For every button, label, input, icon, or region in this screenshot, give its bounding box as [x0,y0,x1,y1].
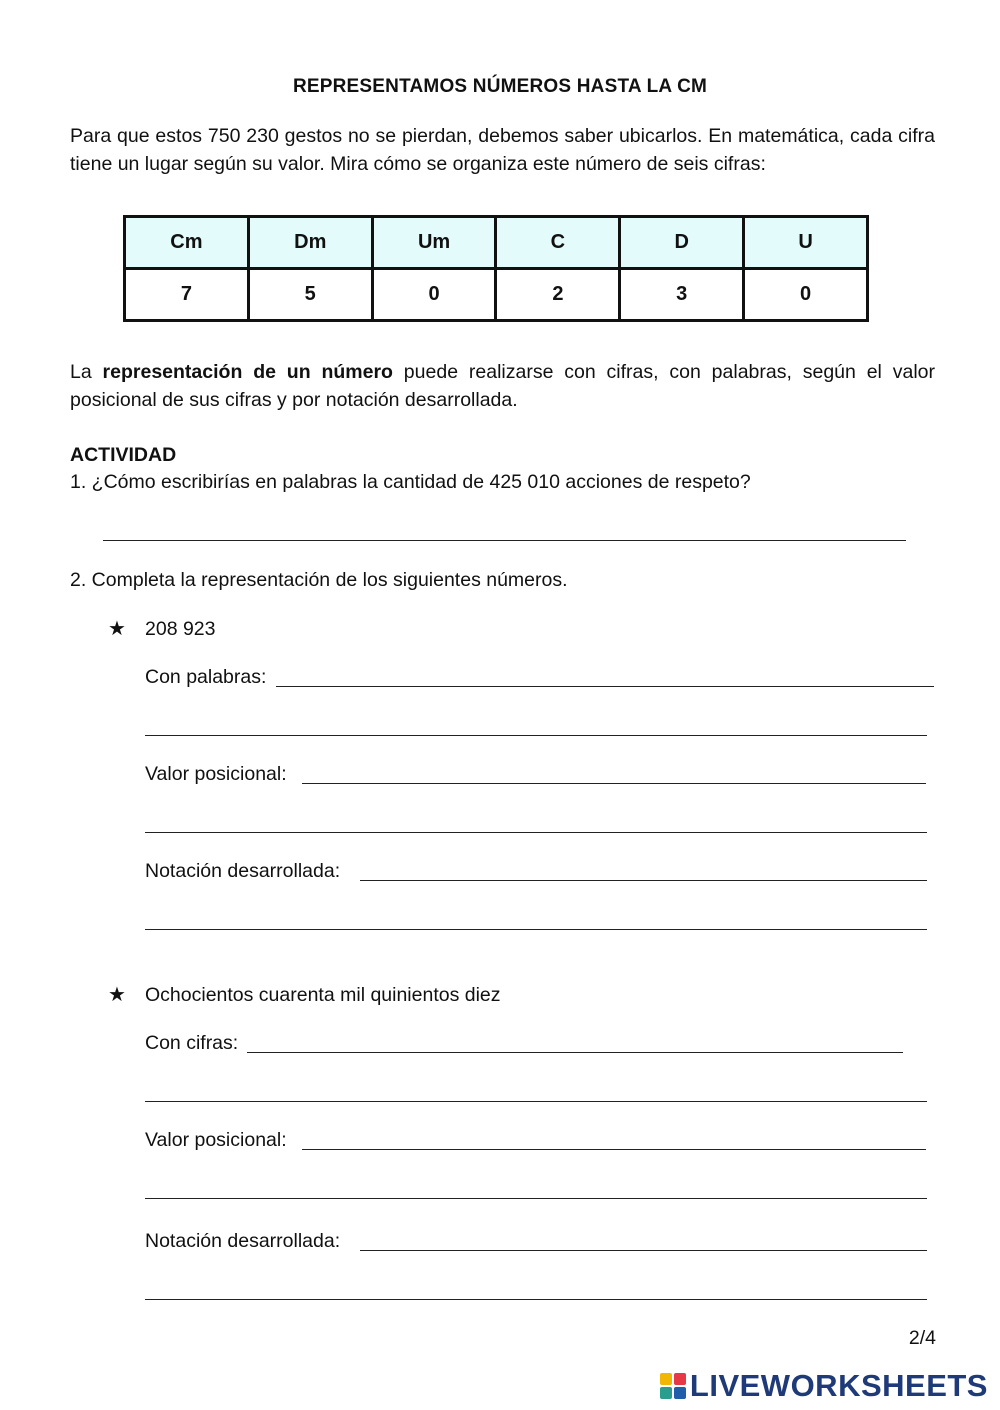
brand-name: LIVEWORKSHEETS [689,1368,988,1403]
digit-u: 0 [744,269,868,321]
item2-field-expanded-label: Notación desarrollada: [145,1230,341,1252]
item2-expanded-line[interactable] [360,1250,927,1251]
place-value-header-row [125,217,868,269]
item1-words-line[interactable] [276,686,934,687]
page-number: 2/4 [908,1327,936,1349]
header-dm: Dm [248,217,372,269]
digit-c: 2 [496,269,620,321]
definition-bold: representación de un número [102,361,393,383]
brand-logo [660,1368,988,1404]
digit-dm: 5 [248,269,372,321]
place-value-digit-row [125,269,868,321]
star-icon: ★ [108,984,126,1006]
liveworksheets-icon [660,1373,686,1399]
header-um: Um [372,217,496,269]
item2-field-digits-label: Con cifras: [145,1032,239,1054]
definition-pre: La [70,361,103,383]
item1-place-value-line-2[interactable] [145,832,927,833]
definition-paragraph [70,358,935,414]
item1-field-place-value-label: Valor posicional: [145,763,287,785]
item1-words-line-2[interactable] [145,735,927,736]
item2-digits-line[interactable] [247,1052,903,1053]
item1-expanded-line-2[interactable] [145,929,927,930]
item2-expanded-line-2[interactable] [145,1299,927,1300]
page-title: REPRESENTAMOS NÚMEROS HASTA LA CM [292,76,708,97]
header-cm: Cm [125,217,249,269]
item2-place-value-line[interactable] [302,1149,926,1150]
item2-number: Ochocientos cuarenta mil quinientos diez [145,984,501,1006]
item1-place-value-line[interactable] [302,783,926,784]
item2-field-place-value-label: Valor posicional: [145,1129,287,1151]
star-icon: ★ [108,618,126,640]
item1-field-words-label: Con palabras: [145,666,267,688]
item2-digits-line-2[interactable] [145,1101,927,1102]
header-u: U [744,217,868,269]
place-value-table [123,215,869,322]
header-c: C [496,217,620,269]
activity-heading: ACTIVIDAD [70,444,177,466]
item1-expanded-line[interactable] [360,880,927,881]
answer-line-q1[interactable] [103,540,906,541]
digit-cm: 7 [125,269,249,321]
header-d: D [620,217,744,269]
intro-paragraph: Para que estos 750 230 gestos no se pierdan, debemos saber ubicarlos. En matemática, cada cifra tiene un lugar según su valor. Mira cómo se organiza este número de seis cifras: [70,125,935,175]
item1-field-expanded-label: Notación desarrollada: [145,860,341,882]
question-1: 1. ¿Cómo escribirías en palabras la cantidad de 425 010 acciones de respeto? [70,471,751,493]
definition-post: puede realizarse con cifras, con palabras, según el valor posicional de sus cifras y por notación desarrollada. [70,361,935,411]
item1-number: 208 923 [145,618,216,640]
digit-um: 0 [372,269,496,321]
question-2: 2. Completa la representación de los siguientes números. [70,569,568,591]
digit-d: 3 [620,269,744,321]
item2-place-value-line-2[interactable] [145,1198,927,1199]
